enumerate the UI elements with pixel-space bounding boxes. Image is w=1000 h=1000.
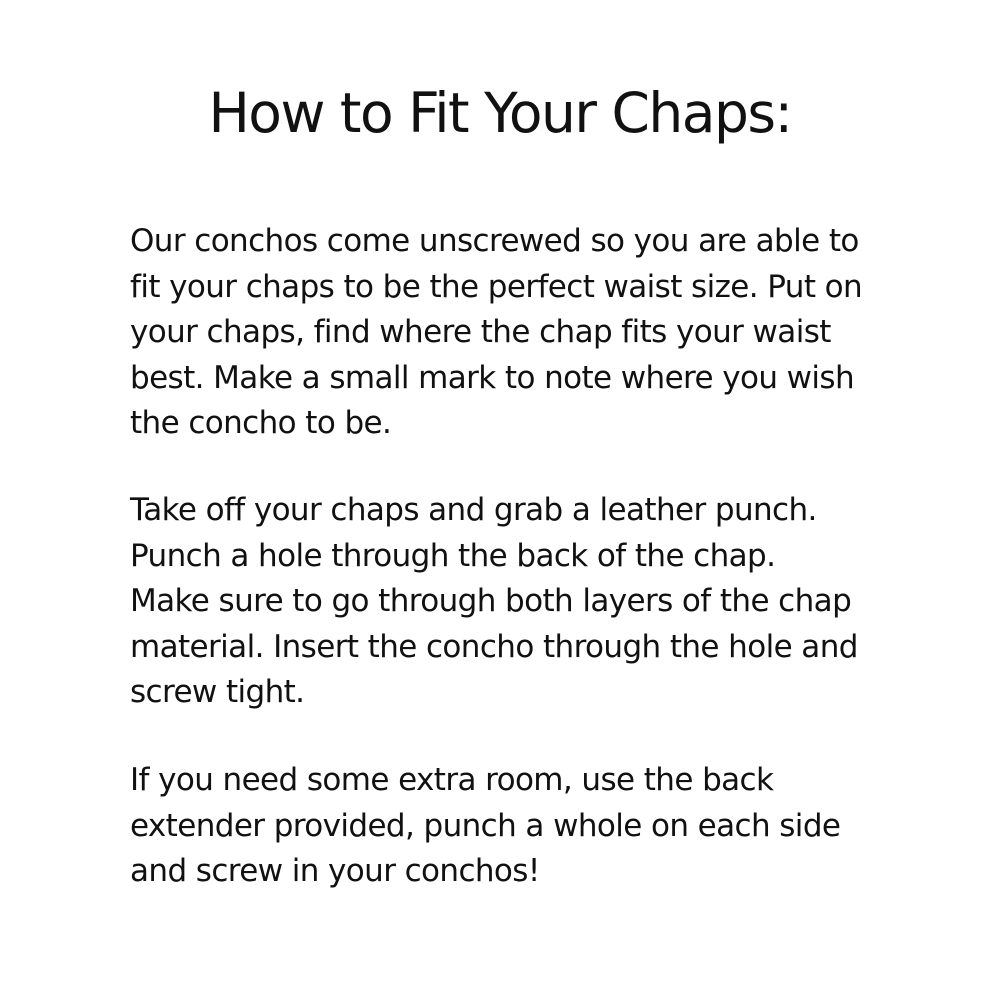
paragraph-line: Our conchos come unscrewed so you are able to (130, 223, 859, 259)
paragraph-punching (130, 488, 930, 716)
paragraph-line: material. Insert the concho through the hole and (130, 628, 858, 665)
paragraph-line: the concho to be. (130, 405, 392, 441)
paragraph-line: Make sure to go through both layers of the chap (130, 583, 852, 619)
paragraph-line: Take off your chaps and grab a leather punch. (130, 492, 817, 528)
paragraph-fitting (130, 219, 930, 447)
paragraph-line: and screw in your conchos! (130, 853, 540, 889)
paragraph-extender (130, 758, 930, 895)
paragraph-line: Punch a hole through the back of the chap. (130, 537, 776, 574)
paragraph-line: fit your chaps to be the perfect waist size. Put on (130, 268, 863, 305)
paragraph-line: screw tight. (130, 674, 305, 710)
paragraph-line: extender provided, punch a whole on each side (130, 807, 841, 844)
paragraph-line: your chaps, find where the chap fits your waist (130, 314, 831, 350)
paragraph-line: If you need some extra room, use the back (130, 762, 774, 798)
page-title: How to Fit Your Chaps: (208, 81, 792, 145)
paragraph-line: best. Make a small mark to note where you wish (130, 359, 855, 396)
